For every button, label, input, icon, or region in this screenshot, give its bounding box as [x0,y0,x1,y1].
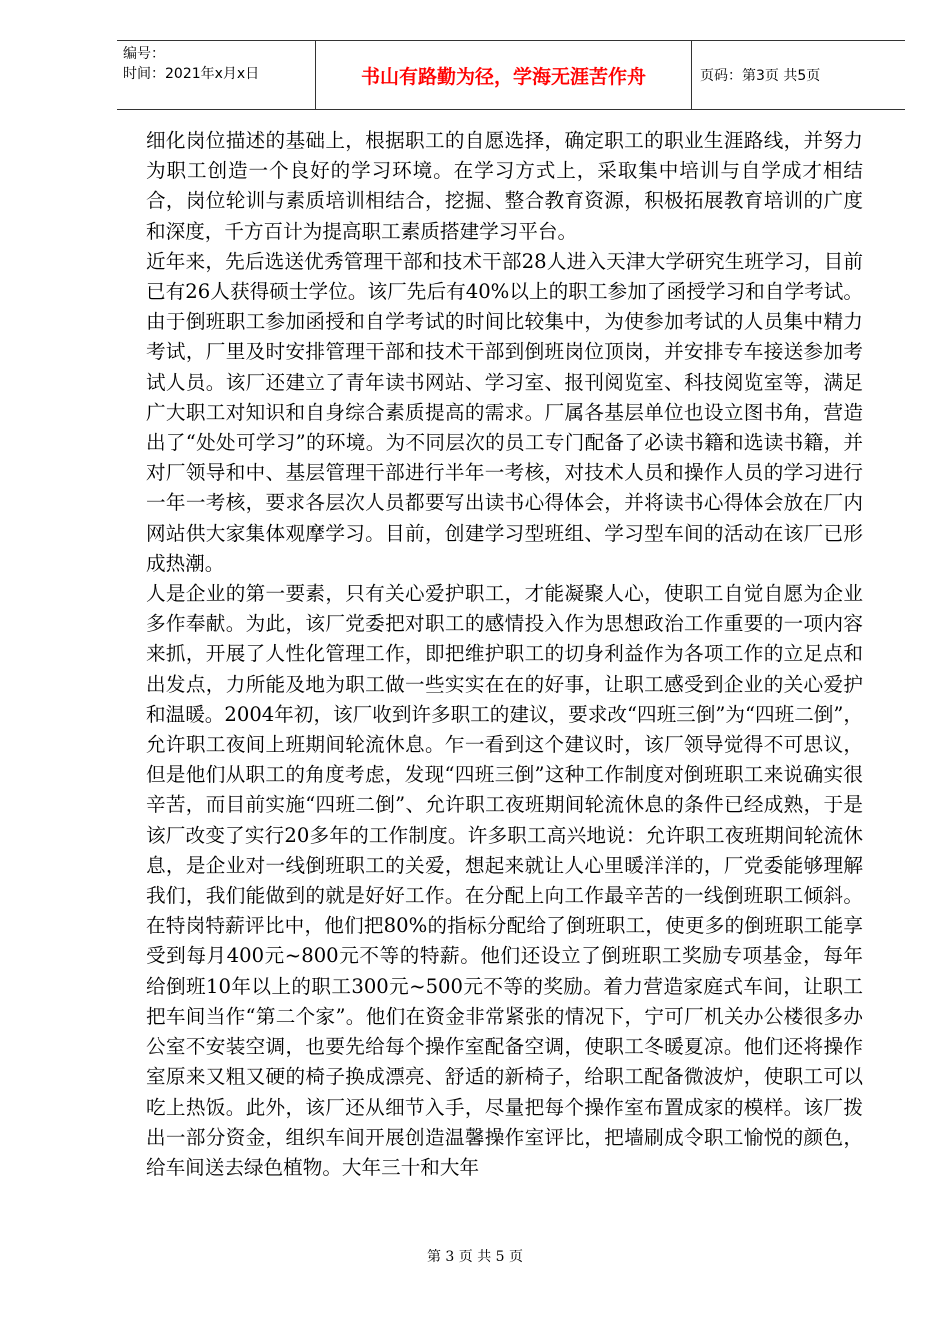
paragraph: 近年来，先后选送优秀管理干部和技术干部28人进入天津大学研究生班学习，目前已有26人获得硕士学位。该厂先后有40%以上的职工参加了函授学习和自学考试。由于倒班职工参加函授和自学考试的时间比较集中，为使参加考试的人员集中精力考试，厂里及时安排管理干部和技术干部到倒班岗位顶岗，并安排专车接送参加考试人员。该厂还建立了青年读书网站、学习室、报刊阅览室、科技阅览室等，满足广大职工对知识和自身综合素质提高的需求。厂属各基层单位也设立图书角，营造出了“处处可学习”的环境。为不同层次的员工专门配备了必读书籍和选读书籍，并对厂领导和中、基层管理干部进行半年一考核，对技术人员和操作人员的学习进行一年一考核，要求各层次人员都要写出读书心得体会，并将读书心得体会放在厂内网站供大家集体观摩学习。目前，创建学习型班组、学习型车间的活动在该厂已形成热潮。 [146,249,863,575]
header-page-code: 页码：第3页 共5页 [700,68,821,84]
page-footer: 第 3 页 共 5 页 [426,1249,524,1265]
header-motto: 书山有路勤为径，学海无涯苦作舟 [315,41,692,109]
doc-time: 时间：2021年x月x日 [123,66,260,82]
paragraph: 人是企业的第一要素，只有关心爱护职工，才能凝聚人心，使职工自觉自愿为企业多作奉献。为此，该厂党委把对职工的感情投入作为思想政治工作重要的一项内容来抓，开展了人性化管理工作，即把维护职工的切身利益作为各项工作的立足点和出发点，力所能及地为职工做一些实实在在的好事，让职工感受到企业的关心爱护和温暖。2004年初，该厂收到许多职工的建议，要求改“四班三倒”为“四班二倒”，允许职工夜间上班期间轮流休息。乍一看到这个建议时，该厂领导觉得不可思议，但是他们从职工的角度考虑，发现“四班三倒”这种工作制度对倒班职工来说确实很辛苦，而目前实施“四班二倒”、允许职工夜班期间轮流休息的条件已经成熟，于是该厂改变了实行20多年的工作制度。许多职工高兴地说：允许职工夜班期间轮流休息，是企业对一线倒班职工的关爱，想起来就让人心里暖洋洋的，厂党委能够理解我们，我们能做到的就是好好工作。在分配上向工作最辛苦的一线倒班职工倾斜。在特岗特薪评比中，他们把80%的指标分配给了倒班职工，使更多的倒班职工能享受到每月400元~800元不等的特薪。他们还设立了倒班职工奖励专项基金，每年给倒班10年以上的职工300元~500元不等的奖励。着力营造家庭式车间，让职工把车间当作“第二个家”。他们在资金非常紧张的情况下，宁可厂机关办公楼很多办公室不安装空调，也要先给每个操作室配备空调，使职工冬暖夏凉。他们还将操作室原来又粗又硬的椅子换成漂亮、舒适的新椅子，给职工配备微波炉，使职工可以吃上热饭。此外，该厂还从细节入手，尽量把每个操作室布置成家的模样。该厂拨出一部分资金，组织车间开展创造温馨操作室评比，把墙刷成令职工愉悦的颜色，给车间送去绿色植物。大年三十和大年 [146,582,863,1179]
document-body [146,126,863,1183]
header-meta [117,41,315,109]
page-header [117,40,905,110]
doc-number: 编号： [123,46,165,62]
paragraph: 细化岗位描述的基础上，根据职工的自愿选择，确定职工的职业生涯路线，并努力为职工创造一个良好的学习环境。在学习方式上，采取集中培训与自学成才相结合，岗位轮训与素质培训相结合，挖掘、整合教育资源，积极拓展教育培训的广度和深度，千方百计为提高职工素质搭建学习平台。 [146,129,863,243]
